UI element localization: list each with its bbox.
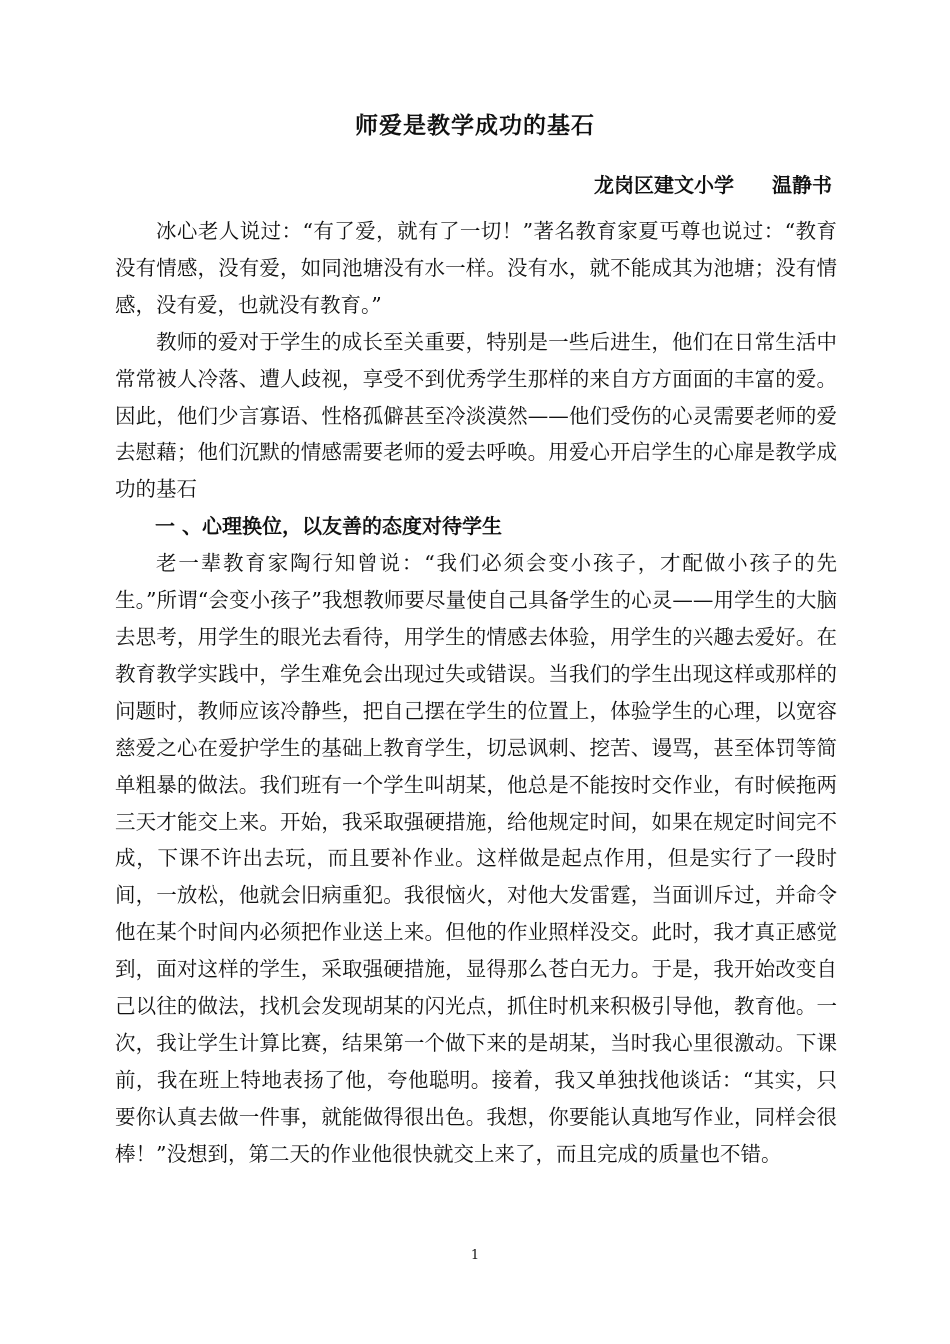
paragraph-intro-quote: 冰心老人说过：“有了爱，就有了一切！”著名教育家夏丐尊也说过：“教育没有情感，没有爱，如同池塘没有水一样。没有水，就不能成其为池塘；没有情感，没有爱，也就没有教育。” (115, 219, 837, 317)
author-name: 温静书 (772, 173, 832, 197)
paragraph-section-body: 老一辈教育家陶行知曾说：“我们必须会变小孩子，才配做小孩子的先生。”所谓“会变小孩子”我想教师要尽量使自己具备学生的心灵——用学生的大脑去思考，用学生的眼光去看待，用学生的情感去体验，用学生的兴趣去爱好。在教育教学实践中，学生难免会出现过失或错误。当我们的学生出现这样或那样的问题时，教师应该冷静些，把自己摆在学生的位置上，体验学生的心理，以宽容慈爱之心在爱护学生的基础上教育学生，切忌讽刺、挖苦、谩骂，甚至体罚等简单粗暴的做法。我们班有一个学生叫胡某，他总是不能按时交作业，有时候拖两三天才能交上来。开始，我采取强硬措施，给他规定时间，如果在规定时间完不成，下课不许出去玩，而且要补作业。这样做是起点作用，但是实行了一段时间，一放松，他就会旧病重犯。我很恼火，对他大发雷霆，当面训斥过，并命令他在某个时间内必须把作业送上来。但他的作业照样没交。此时，我才真正感觉到，面对这样的学生，采取强硬措施，显得那么苍白无力。于是，我开始改变自己以往的做法，找机会发现胡某的闪光点，抓住时机来积极引导他，教育他。一次，我让学生计算比赛，结果第一个做下来的是胡某，当时我心里很激动。下课前，我在班上特地表扬了他，夸他聪明。接着，我又单独找他谈话：“其实，只要你认真去做一件事，就能做得很出色。我想，你要能认真地写作业，同样会很棒！”没想到，第二天的作业他很快就交上来了，而且完成的质量也不错。 (115, 551, 837, 1166)
paragraph-teacher-love: 教师的爱对于学生的成长至关重要，特别是一些后进生，他们在日常生活中常常被人冷落、遭人歧视，享受不到优秀学生那样的来自方方面面的丰富的爱。因此，他们少言寡语、性格孤僻甚至冷淡漠然——他们受伤的心灵需要老师的爱去慰藉；他们沉默的情感需要老师的爱去呼唤。用爱心开启学生的心扉是教学成功的基石 (115, 329, 837, 502)
author-school: 龙岗区建文小学 (594, 173, 734, 197)
section-heading: 一 、心理换位，以友善的态度对待学生 (155, 514, 502, 539)
author-byline (594, 170, 832, 200)
page-number: 1 (470, 1248, 480, 1263)
document-body (115, 213, 837, 1173)
document-title: 师爱是教学成功的基石 (355, 113, 595, 139)
